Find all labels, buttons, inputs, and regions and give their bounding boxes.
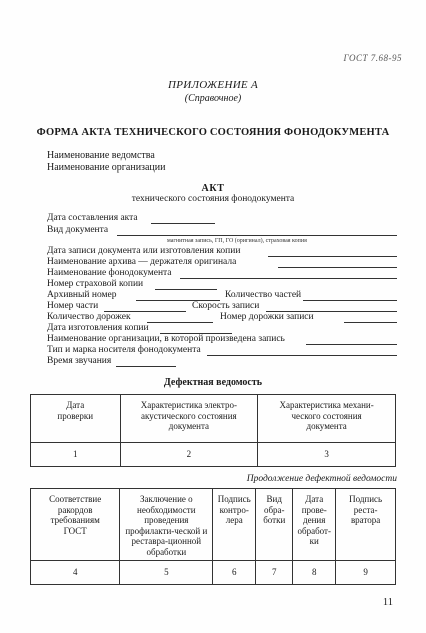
column-number: 4 <box>31 561 120 585</box>
field-parts-count: Количество частей <box>225 290 302 300</box>
field-date-compiled: Дата составления акта <box>47 213 138 223</box>
table-header-row <box>31 395 396 443</box>
field-copy-date: Дата изготовления копии <box>47 323 149 333</box>
field-parts-count-line <box>303 300 397 301</box>
page-number: 11 <box>382 597 393 608</box>
field-insurance-copy-no-line <box>155 289 217 290</box>
column-number: 2 <box>120 443 258 467</box>
field-record-date: Дата записи документа или изготовления копии <box>47 246 241 256</box>
column-number: 6 <box>213 561 256 585</box>
table-header-cell: Заключение о необходимости проведения профилакти-ческой и реставра-ционной обработки <box>120 489 213 561</box>
field-duration-line <box>116 366 176 367</box>
table-header-cell: Характеристика электро-акустического состояния документа <box>120 395 258 443</box>
field-phonodoc-name: Наименование фонодокумента <box>47 268 172 278</box>
field-record-date-line <box>268 256 397 257</box>
field-archive-name: Наименование архива — держателя оригинала <box>47 257 237 267</box>
field-phonodoc-name-line <box>180 278 397 279</box>
defect-sheet-title: Дефектная ведомость <box>163 377 263 388</box>
field-archive-name-line <box>278 267 397 268</box>
table-header-cell: Вид обра-ботки <box>256 489 293 561</box>
field-archive-no: Архивный номер <box>47 290 117 300</box>
field-carrier-type-line <box>207 355 397 356</box>
column-number: 9 <box>336 561 396 585</box>
column-number: 5 <box>120 561 213 585</box>
table-header-cell: Соответствие ракордов требованиям ГОСТ <box>31 489 120 561</box>
defect-table-2 <box>30 488 396 585</box>
continuation-label: Продолжение дефектной ведомости <box>246 474 397 484</box>
table-row <box>31 443 396 467</box>
defect-table-1 <box>30 394 396 467</box>
table-header-cell: Дата прове-дения обработ-ки <box>293 489 336 561</box>
field-producing-org-line <box>306 344 397 345</box>
agency-label: Наименование ведомства <box>47 150 155 161</box>
document-id: ГОСТ 7.68-95 <box>343 53 402 63</box>
table-header-cell: Подпись реста-вратора <box>336 489 396 561</box>
field-track-no: Номер дорожки записи <box>220 312 314 322</box>
field-tracks-count: Количество дорожек <box>47 312 131 322</box>
field-producing-org: Наименование организации, в которой произведена запись <box>47 334 285 344</box>
field-doc-type-line <box>117 235 397 236</box>
column-number: 1 <box>31 443 121 467</box>
act-title: АКТ <box>201 183 225 194</box>
table-header-cell: Характеристика механи-ческого состояния документа <box>258 395 396 443</box>
column-number: 8 <box>293 561 336 585</box>
column-number: 7 <box>256 561 293 585</box>
field-duration: Время звучания <box>47 356 112 366</box>
field-record-speed: Скорость записи <box>192 301 260 311</box>
act-subtitle: технического состояния фонодокумента <box>131 194 295 204</box>
field-doc-type-hint: магнитная запись, ГП, ГО (оригинал), страховая копия <box>167 238 307 244</box>
field-insurance-copy-no: Номер страховой копии <box>47 279 144 289</box>
table-header-cell: Подпись контро-лера <box>213 489 256 561</box>
appendix-heading: ПРИЛОЖЕНИЕ А <box>167 79 259 91</box>
table-header-row <box>31 489 396 561</box>
column-number: 3 <box>258 443 396 467</box>
organization-label: Наименование организации <box>47 162 166 173</box>
form-title: ФОРМА АКТА ТЕХНИЧЕСКОГО СОСТОЯНИЯ ФОНОДОКУМЕНТА <box>36 127 390 138</box>
field-part-no: Номер части <box>47 301 99 311</box>
table-row <box>31 561 396 585</box>
appendix-note: (Справочное) <box>184 93 242 104</box>
field-track-no-line <box>344 322 397 323</box>
field-date-compiled-line <box>151 223 215 224</box>
field-carrier-type: Тип и марка носителя фонодокумента <box>47 345 201 355</box>
field-doc-type: Вид документа <box>47 225 109 235</box>
field-tracks-count-line <box>147 322 213 323</box>
table-header-cell: Дата проверки <box>31 395 121 443</box>
